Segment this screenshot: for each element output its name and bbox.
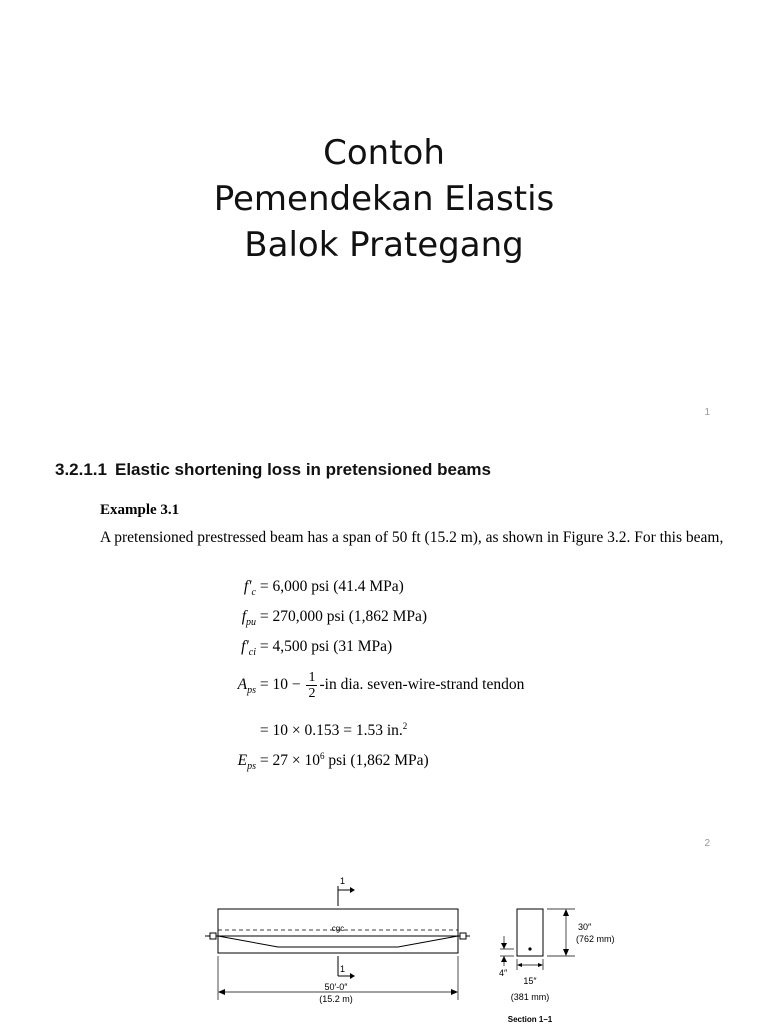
title-line-2: Pemendekan Elastis — [213, 179, 555, 219]
right-anchor — [460, 933, 466, 939]
slide-example — [0, 430, 768, 860]
eccentricity-label: 4″ — [499, 968, 508, 978]
fraction-half: $\frac{1}{2}$ — [308, 670, 316, 701]
section-title: Elastic shortening loss in pretensioned beams — [115, 460, 491, 479]
intro-text: A pretensioned prestressed beam has a span of 50 ft (15.2 m), as shown in Figure 3.2. For this beam, — [100, 529, 724, 546]
section-arrow-top-icon — [350, 887, 355, 893]
equation-fc: $f'_c = 6,000$ psi (41.4 MPa) — [243, 578, 404, 599]
cgc-label: cgc — [331, 924, 345, 933]
arrow-right-icon — [451, 989, 458, 995]
page-number: 2 — [704, 838, 710, 849]
section-mark-bottom: 1 — [340, 964, 346, 974]
left-anchor — [210, 933, 216, 939]
page-number: 1 — [704, 407, 710, 418]
span-label: 50′-0″ — [324, 982, 348, 992]
arrow-down-icon — [563, 949, 569, 956]
section-caption: Section 1–1 — [507, 1015, 553, 1024]
arrow-up-icon — [563, 909, 569, 916]
span-label-si: (15.2 m) — [319, 994, 353, 1004]
example-title: Example 3.1 — [100, 502, 180, 518]
arrow-down-small-icon — [501, 943, 507, 949]
slide-title-text — [0, 130, 768, 268]
slide-title — [0, 0, 768, 430]
width-label: 15″ — [523, 976, 537, 986]
tendon-dot — [528, 947, 531, 950]
width-label-si: (381 mm) — [510, 992, 550, 1002]
equation-fci: $f'_{ci} = 4,500$ psi (31 MPa) — [241, 638, 393, 659]
arrow-up-small-icon — [501, 956, 507, 962]
section-number: 3.2.1.1 — [55, 460, 107, 479]
height-label: 30″ — [578, 922, 592, 932]
title-line-1: Contoh — [323, 133, 445, 173]
equation-eps: $E_{ps} = 27 \times 10^6$ psi (1,862 MPa) — [237, 751, 429, 773]
equation-aps-value: = 10 × 0.153 = 1.53 in.$^2$ — [259, 721, 408, 740]
arrow-left-icon — [218, 989, 225, 995]
arrow-left-small-icon — [517, 963, 522, 967]
section-mark-top: 1 — [340, 876, 346, 886]
tendon-profile — [218, 936, 458, 947]
equation-fpu: $f_{pu} = 270,000$ psi (1,862 MPa) — [241, 608, 428, 629]
beam-figure — [0, 860, 768, 1024]
slide-figure — [0, 860, 768, 1024]
height-label-si: (762 mm) — [576, 934, 615, 944]
section-heading — [55, 460, 491, 480]
title-line-3: Balok Prategang — [244, 225, 524, 265]
section-arrow-bottom-icon — [350, 973, 355, 979]
arrow-right-small-icon — [538, 963, 543, 967]
equation-aps: $A_{ps} = 10$ − $\frac{1}{2}$ -in dia. seven-wire-strand tendon — [237, 670, 525, 701]
